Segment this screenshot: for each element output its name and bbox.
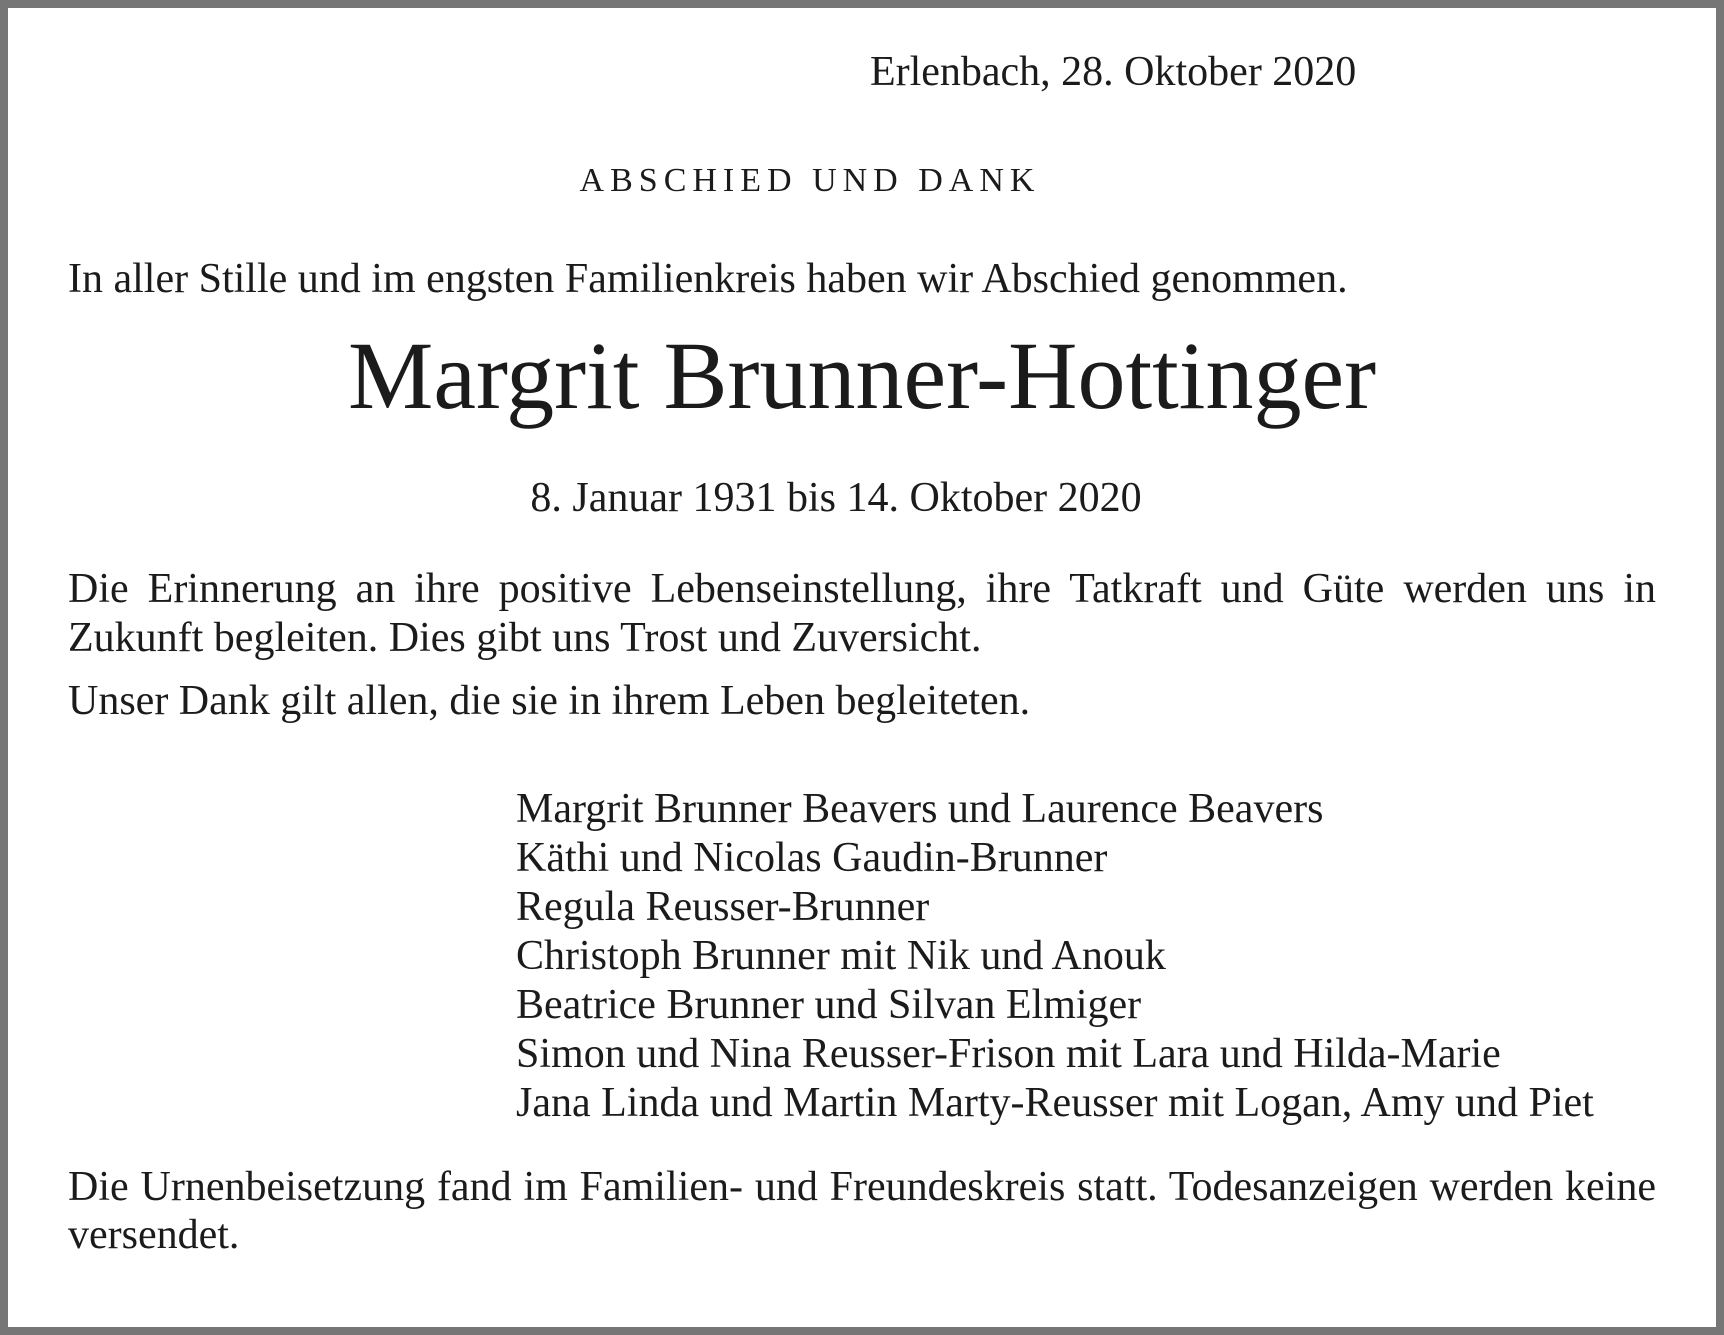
mourner-line: Regula Reusser-Brunner — [516, 883, 930, 930]
mourners-list — [516, 785, 1656, 1128]
deceased-name: Margrit Brunner-Hottinger — [347, 322, 1377, 429]
mourner-line: Simon und Nina Reusser-Frison mit Lara und Hilda-Marie — [516, 1030, 1501, 1077]
place-and-date: Erlenbach, 28. Oktober 2020 — [869, 49, 1357, 95]
mourner-line: Margrit Brunner Beavers und Laurence Beavers — [516, 785, 1324, 832]
intro-text: In aller Stille und im engsten Familienkreis haben wir Abschied genommen. — [68, 256, 1348, 302]
mourner-line: Beatrice Brunner und Silvan Elmiger — [516, 981, 1142, 1028]
thanks-paragraph: Unser Dank gilt allen, die sie in ihrem Leben begleiteten. — [68, 678, 1031, 724]
notice-heading: ABSCHIED UND DANK — [579, 162, 1041, 199]
mourner-line: Käthi und Nicolas Gaudin-Brunner — [516, 834, 1108, 881]
obituary-notice — [8, 8, 1716, 1327]
mourner-line: Jana Linda und Martin Marty-Reusser mit Logan, Amy und Piet — [516, 1079, 1594, 1126]
mourner-line: Christoph Brunner mit Nik und Anouk — [516, 932, 1166, 979]
closing-paragraph: Die Urnenbeisetzung fand im Familien- und Freundeskreis statt. Todesanzeigen werden keine versendet. — [68, 1163, 1656, 1258]
life-dates: 8. Januar 1931 bis 14. Oktober 2020 — [530, 475, 1142, 521]
memorial-paragraph: Die Erinnerung an ihre positive Lebenseinstellung, ihre Tatkraft und Güte werden uns in Zukunft begleiten. Dies gibt uns Trost und Zuversicht. — [68, 566, 1656, 661]
dateline-row — [870, 48, 1656, 96]
